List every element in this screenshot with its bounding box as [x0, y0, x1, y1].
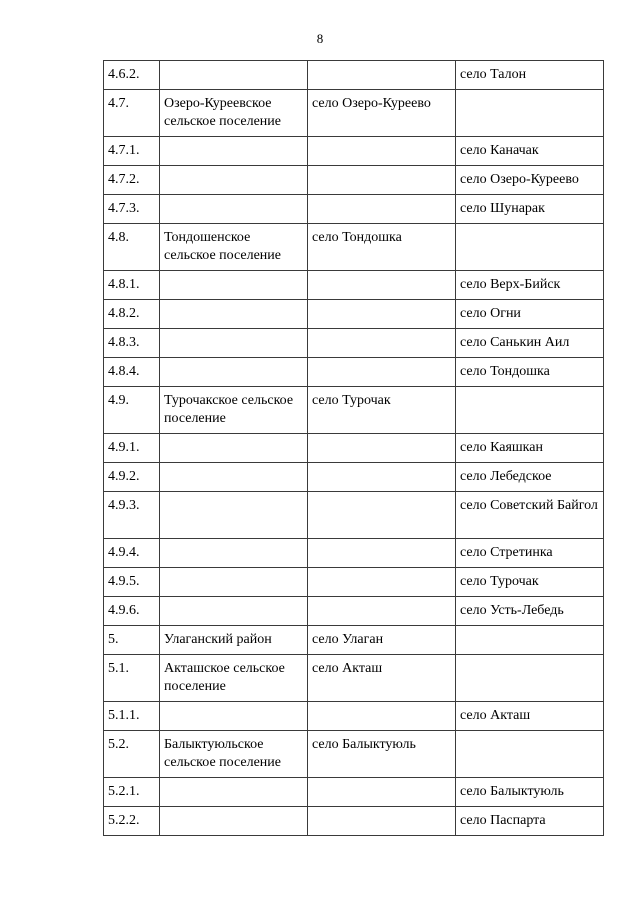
table-row [104, 539, 604, 568]
settlement-cell [456, 387, 604, 434]
admin-center-cell: село Балыктуюль [308, 731, 456, 778]
admin-center-cell: село Озеро-Куреево [308, 90, 456, 137]
admin-center-cell [308, 329, 456, 358]
row-number-cell: 4.9.3. [104, 492, 160, 539]
table-row [104, 329, 604, 358]
settlement-cell: село Каначак [456, 137, 604, 166]
settlement-cell: село Каяшкан [456, 434, 604, 463]
row-number-cell: 4.9.1. [104, 434, 160, 463]
row-number-cell: 4.7.3. [104, 195, 160, 224]
table-row [104, 568, 604, 597]
settlement-cell: село Тондошка [456, 358, 604, 387]
table-row [104, 731, 604, 778]
admin-center-cell: село Тондошка [308, 224, 456, 271]
table-row [104, 387, 604, 434]
municipality-cell: Турочакское сельское поселение [160, 387, 308, 434]
settlement-cell: село Талон [456, 61, 604, 90]
settlement-cell: село Озеро-Куреево [456, 166, 604, 195]
admin-center-cell [308, 166, 456, 195]
row-number-cell: 4.8.2. [104, 300, 160, 329]
settlement-cell [456, 731, 604, 778]
table-row [104, 492, 604, 539]
admin-center-cell [308, 61, 456, 90]
municipality-cell [160, 597, 308, 626]
settlement-cell: село Лебедское [456, 463, 604, 492]
municipality-cell: Балыктуюльское сельское поселение [160, 731, 308, 778]
row-number-cell: 4.8.3. [104, 329, 160, 358]
row-number-cell: 5.1.1. [104, 702, 160, 731]
municipality-cell [160, 329, 308, 358]
municipality-cell [160, 568, 308, 597]
row-number-cell: 4.7. [104, 90, 160, 137]
municipality-cell [160, 463, 308, 492]
table-row [104, 434, 604, 463]
settlement-cell: село Шунарак [456, 195, 604, 224]
municipality-cell [160, 358, 308, 387]
settlement-cell [456, 224, 604, 271]
table-row [104, 626, 604, 655]
admin-center-cell [308, 568, 456, 597]
admin-center-cell: село Акташ [308, 655, 456, 702]
admin-center-cell [308, 597, 456, 626]
municipality-cell: Озеро-Куреевское сельское поселение [160, 90, 308, 137]
municipality-cell [160, 702, 308, 731]
municipality-cell [160, 807, 308, 836]
row-number-cell: 4.9.5. [104, 568, 160, 597]
municipality-cell [160, 492, 308, 539]
admin-center-cell [308, 492, 456, 539]
settlement-cell [456, 90, 604, 137]
row-number-cell: 5.2.1. [104, 778, 160, 807]
municipality-cell [160, 195, 308, 224]
table-row [104, 807, 604, 836]
admin-center-cell [308, 463, 456, 492]
table-row [104, 90, 604, 137]
row-number-cell: 4.9.4. [104, 539, 160, 568]
municipality-cell [160, 137, 308, 166]
row-number-cell: 4.9.2. [104, 463, 160, 492]
admin-center-cell: село Турочак [308, 387, 456, 434]
settlement-cell [456, 655, 604, 702]
settlement-cell [456, 626, 604, 655]
table-row [104, 166, 604, 195]
admin-center-cell [308, 778, 456, 807]
settlement-cell: село Турочак [456, 568, 604, 597]
table-row [104, 358, 604, 387]
settlement-cell: село Усть-Лебедь [456, 597, 604, 626]
municipality-cell [160, 166, 308, 195]
row-number-cell: 5.2. [104, 731, 160, 778]
admin-center-cell [308, 300, 456, 329]
municipality-cell [160, 434, 308, 463]
settlements-table [103, 60, 604, 836]
row-number-cell: 4.9. [104, 387, 160, 434]
row-number-cell: 5.1. [104, 655, 160, 702]
settlement-cell: село Советский Байгол [456, 492, 604, 539]
settlement-cell: село Паспарта [456, 807, 604, 836]
municipality-cell [160, 539, 308, 568]
row-number-cell: 5. [104, 626, 160, 655]
municipality-cell: Тондошенское сельское поселение [160, 224, 308, 271]
row-number-cell: 4.7.1. [104, 137, 160, 166]
admin-center-cell [308, 434, 456, 463]
settlement-cell: село Верх-Бийск [456, 271, 604, 300]
table-row [104, 655, 604, 702]
page-number: 8 [316, 31, 324, 46]
settlement-cell: село Балыктуюль [456, 778, 604, 807]
table-row [104, 271, 604, 300]
table-row [104, 702, 604, 731]
table-row [104, 778, 604, 807]
settlement-cell: село Стретинка [456, 539, 604, 568]
admin-center-cell [308, 195, 456, 224]
admin-center-cell [308, 358, 456, 387]
table-row [104, 195, 604, 224]
row-number-cell: 5.2.2. [104, 807, 160, 836]
municipality-cell: Улаганский район [160, 626, 308, 655]
table-row [104, 300, 604, 329]
row-number-cell: 4.6.2. [104, 61, 160, 90]
municipality-cell [160, 300, 308, 329]
settlement-cell: село Санькин Аил [456, 329, 604, 358]
row-number-cell: 4.8. [104, 224, 160, 271]
settlement-cell: село Огни [456, 300, 604, 329]
table-row [104, 224, 604, 271]
admin-center-cell [308, 271, 456, 300]
row-number-cell: 4.8.4. [104, 358, 160, 387]
admin-center-cell [308, 702, 456, 731]
row-number-cell: 4.9.6. [104, 597, 160, 626]
settlement-cell: село Акташ [456, 702, 604, 731]
admin-center-cell [308, 807, 456, 836]
admin-center-cell: село Улаган [308, 626, 456, 655]
municipality-cell [160, 271, 308, 300]
table-row [104, 61, 604, 90]
table-row [104, 597, 604, 626]
admin-center-cell [308, 137, 456, 166]
row-number-cell: 4.8.1. [104, 271, 160, 300]
municipality-cell [160, 778, 308, 807]
admin-center-cell [308, 539, 456, 568]
table-row [104, 463, 604, 492]
table-row [104, 137, 604, 166]
municipality-cell [160, 61, 308, 90]
municipality-cell: Акташское сельское поселение [160, 655, 308, 702]
row-number-cell: 4.7.2. [104, 166, 160, 195]
